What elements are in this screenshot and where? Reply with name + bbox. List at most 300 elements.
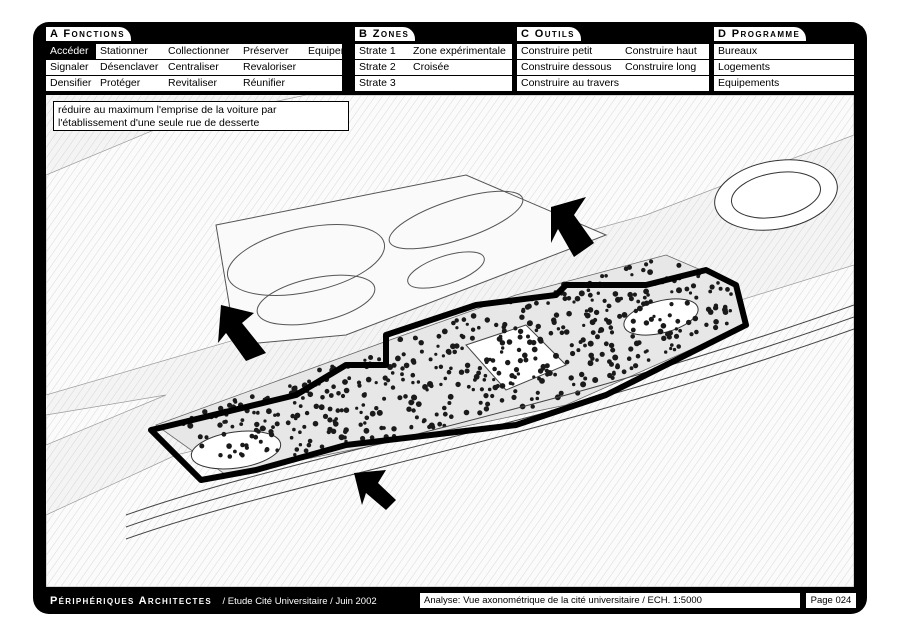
study-label: / Etude Cité Universitaire / Juin 2002 (222, 596, 377, 607)
tree-dot (536, 391, 540, 395)
tree-dot (685, 300, 690, 305)
footer-credits (50, 592, 377, 608)
tree-dot (710, 284, 715, 289)
tree-dot (494, 323, 498, 327)
tree-dot (658, 329, 664, 335)
tree-dot (689, 291, 692, 294)
page-number: Page 024 (806, 593, 856, 608)
tree-dot (685, 287, 690, 292)
tree-dot (198, 434, 203, 439)
tree-dot (471, 313, 477, 319)
tree-dot (627, 292, 633, 298)
tree-dot (627, 356, 632, 361)
tree-dot (723, 309, 729, 315)
tree-dot (439, 383, 442, 386)
menu-item-prot-ger[interactable]: Protéger (96, 76, 164, 91)
tree-dot (582, 324, 585, 327)
tree-dot (583, 344, 587, 348)
tree-dot (301, 396, 305, 400)
tree-dot (470, 336, 475, 341)
tree-dot (384, 382, 388, 386)
menu-item-crois-e[interactable]: Croisée (409, 60, 512, 75)
tree-dot (241, 418, 245, 422)
panel-c-title: C Outils (517, 27, 581, 41)
tree-dot (622, 369, 627, 374)
tree-dot (492, 378, 495, 381)
tree-dot (327, 417, 332, 422)
menu-item-construire-dessous[interactable]: Construire dessous (517, 60, 621, 75)
menu-item-construire-haut[interactable]: Construire haut (621, 44, 709, 59)
tree-dot (533, 356, 537, 360)
tree-dot (570, 343, 574, 347)
tree-dot (592, 377, 598, 383)
tree-dot (374, 406, 378, 410)
axonometric-map (46, 95, 854, 587)
tree-dot (624, 266, 629, 271)
tree-dot (649, 259, 653, 263)
menu-item-d-senclaver[interactable]: Désenclaver (96, 60, 164, 75)
menu-item-strate-3[interactable]: Strate 3 (355, 76, 409, 91)
tree-dot (222, 432, 227, 437)
tree-dot (365, 416, 370, 421)
tree-dot (467, 385, 471, 389)
tree-dot (218, 453, 222, 457)
tree-dot (647, 269, 653, 275)
menu-item-logements[interactable]: Logements (714, 60, 854, 75)
tree-dot (708, 309, 714, 315)
tree-dot (327, 430, 331, 434)
tree-dot (254, 422, 259, 427)
tree-dot (644, 262, 648, 266)
tree-dot (400, 366, 404, 370)
tree-dot (431, 425, 435, 429)
menu-item-equiper[interactable]: Equiper (304, 44, 342, 59)
tree-dot (675, 327, 678, 330)
tree-dot (412, 395, 417, 400)
panel-d-title: D Programme (714, 27, 806, 41)
tree-dot (612, 355, 618, 361)
tree-dot (713, 319, 719, 325)
tree-dot (517, 372, 520, 375)
tree-dot (239, 422, 243, 426)
tree-dot (291, 386, 297, 392)
menu-item-construire-long[interactable]: Construire long (621, 60, 709, 75)
menu-item-revitaliser[interactable]: Revitaliser (164, 76, 239, 91)
tree-dot (579, 340, 583, 344)
tree-dot (587, 288, 591, 292)
tree-dot (490, 394, 494, 398)
tree-dot (610, 348, 615, 353)
tree-dot (678, 329, 682, 333)
tree-dot (263, 419, 266, 422)
tree-dot (415, 415, 419, 419)
tree-dot (643, 289, 649, 295)
tree-dot (443, 412, 448, 417)
tree-dot (608, 304, 612, 308)
tree-dot (402, 352, 406, 356)
tree-dot (370, 411, 376, 417)
tree-dot (448, 394, 454, 400)
tree-dot (293, 401, 297, 405)
tree-dot (500, 350, 503, 353)
tree-dot (398, 338, 402, 342)
tree-dot (676, 287, 682, 293)
tree-dot (328, 407, 333, 412)
tree-dot (600, 274, 604, 278)
tree-dot (417, 380, 420, 383)
tree-dot (670, 343, 674, 347)
menu-item-centraliser[interactable]: Centraliser (164, 60, 239, 75)
tree-dot (609, 343, 614, 348)
tree-dot (331, 384, 336, 389)
tree-dot (537, 337, 543, 343)
tree-dot (320, 395, 325, 400)
tree-dot (228, 454, 233, 459)
tree-dot (518, 335, 523, 340)
tree-dot (484, 374, 488, 378)
tree-dot (444, 377, 448, 381)
tree-dot (674, 334, 679, 339)
tree-dot (319, 404, 325, 410)
tree-dot (414, 336, 418, 340)
tree-dot (686, 320, 691, 325)
tree-dot (729, 292, 733, 296)
menu-item-revaloriser[interactable]: Revaloriser (239, 60, 304, 75)
tree-dot (694, 330, 699, 335)
tree-dot (647, 358, 651, 362)
tree-dot (530, 397, 534, 401)
tree-dot (594, 310, 599, 315)
tree-dot (570, 351, 575, 356)
tree-dot (591, 299, 594, 302)
tree-dot (362, 403, 366, 407)
tree-dot (455, 326, 458, 329)
tree-dot (513, 326, 517, 330)
tree-dot (588, 307, 594, 313)
tree-dot (693, 316, 699, 322)
tree-dot (600, 352, 605, 357)
tree-dot (333, 421, 339, 427)
tree-dot (314, 404, 319, 409)
tree-dot (473, 378, 477, 382)
tree-dot (298, 430, 302, 434)
tree-dot (536, 397, 540, 401)
tree-dot (575, 296, 581, 302)
panel-b-zones (355, 30, 512, 90)
tree-dot (603, 299, 607, 303)
tree-dot (591, 330, 596, 335)
tree-dot (564, 329, 570, 335)
tree-dot (439, 365, 443, 369)
tree-dot (502, 322, 507, 327)
tree-dot (336, 391, 341, 396)
tree-dot (411, 408, 415, 412)
tree-dot (588, 293, 593, 298)
tree-dot (231, 425, 235, 429)
tree-dot (447, 401, 451, 405)
tree-dot (334, 417, 338, 421)
tree-dot (676, 344, 681, 349)
tree-dot (429, 357, 433, 361)
tree-dot (205, 435, 209, 439)
tree-dot (668, 313, 672, 317)
tree-dot (664, 350, 667, 353)
tree-dot (714, 304, 718, 308)
tree-dot (713, 325, 718, 330)
menu-item-equipements[interactable]: Equipements (714, 76, 854, 91)
tree-dot (619, 297, 623, 301)
tree-dot (377, 357, 381, 361)
tree-dot (572, 300, 575, 303)
tree-dot (329, 393, 334, 398)
tree-dot (500, 340, 505, 345)
tree-dot (536, 324, 541, 329)
tree-dot (299, 404, 303, 408)
tree-dot (391, 426, 396, 431)
menu-item-signaler[interactable]: Signaler (46, 60, 96, 75)
tree-dot (471, 328, 475, 332)
tree-dot (276, 413, 280, 417)
tree-dot (259, 440, 263, 444)
tree-dot (425, 388, 428, 391)
tree-dot (256, 411, 260, 415)
tree-dot (569, 375, 574, 380)
tree-dot (689, 332, 693, 336)
tree-dot (233, 450, 237, 454)
tree-dot (245, 446, 249, 450)
tree-dot (411, 401, 414, 404)
tree-dot (450, 343, 456, 349)
tree-dot (480, 387, 484, 391)
menu-item-densifier[interactable]: Densifier (46, 76, 96, 91)
tree-dot (518, 358, 523, 363)
tree-dot (427, 425, 431, 429)
tree-dot (304, 448, 309, 453)
panel-c-outils (517, 30, 709, 90)
tree-dot (331, 429, 336, 434)
tree-dot (271, 425, 275, 429)
tree-dot (288, 384, 292, 388)
tree-dot (549, 331, 554, 336)
map-drawing (46, 95, 854, 587)
tree-dot (452, 350, 457, 355)
tree-dot (532, 347, 538, 353)
menu-item-strate-1[interactable]: Strate 1 (355, 44, 409, 59)
tree-dot (532, 375, 535, 378)
tree-dot (643, 296, 647, 300)
tree-dot (521, 309, 525, 313)
tree-dot (261, 426, 266, 431)
tree-dot (729, 309, 732, 312)
tree-dot (290, 414, 295, 419)
tree-dot (406, 407, 411, 412)
tree-dot (343, 436, 347, 440)
tree-dot (633, 293, 637, 297)
tree-dot (565, 360, 570, 365)
tree-dot (617, 314, 622, 319)
tree-dot (497, 371, 502, 376)
tree-dot (429, 384, 433, 388)
tree-dot (604, 341, 609, 346)
tree-dot (630, 334, 635, 339)
tree-dot (266, 408, 272, 414)
tree-dot (299, 443, 302, 446)
tree-dot (359, 411, 362, 414)
tree-dot (437, 422, 442, 427)
tree-dot (449, 414, 454, 419)
tree-dot (344, 407, 350, 413)
tree-dot (634, 341, 640, 347)
tree-dot (250, 394, 255, 399)
tree-dot (323, 414, 328, 419)
menu-item-acc-der[interactable]: Accéder (46, 44, 96, 59)
menu-item-construire-petit[interactable]: Construire petit (517, 44, 621, 59)
tree-dot (447, 370, 452, 375)
tree-dot (325, 389, 330, 394)
tree-dot (631, 319, 636, 324)
analysis-label: Analyse: Vue axonométrique de la cité universitaire / ECH. 1:5000 (420, 593, 800, 608)
tree-dot (658, 318, 661, 321)
tree-dot (461, 335, 466, 340)
panel-d-programme (714, 30, 854, 90)
tree-dot (442, 354, 445, 357)
tree-dot (605, 309, 608, 312)
tree-dot (256, 429, 261, 434)
tree-dot (460, 347, 464, 351)
tree-dot (302, 425, 306, 429)
menu-item-zone-exp-rimentale[interactable]: Zone expérimentale (409, 44, 512, 59)
tree-dot (395, 356, 401, 362)
tree-dot (649, 299, 653, 303)
tree-dot (366, 377, 372, 383)
tree-dot (222, 420, 226, 424)
tree-dot (579, 372, 584, 377)
tree-dot (240, 443, 245, 448)
tree-dot (382, 397, 386, 401)
tree-dot (292, 428, 296, 432)
tree-dot (484, 357, 490, 363)
tree-dot (583, 377, 587, 381)
tree-dot (675, 319, 680, 324)
menu-item-pr-server[interactable]: Préserver (239, 44, 304, 59)
tree-dot (403, 394, 408, 399)
menu-item-strate-2[interactable]: Strate 2 (355, 60, 409, 75)
tree-dot (661, 336, 666, 341)
tree-dot (483, 393, 488, 398)
tree-dot (355, 407, 358, 410)
tree-dot (472, 388, 475, 391)
tree-dot (411, 373, 416, 378)
tree-dot (308, 392, 314, 398)
menu-item-construire-au-travers[interactable]: Construire au travers (517, 76, 621, 91)
tree-dot (615, 364, 620, 369)
tree-dot (462, 317, 467, 322)
tree-dot (336, 408, 341, 413)
tree-dot (585, 309, 588, 312)
tree-dot (527, 320, 533, 326)
tree-dot (363, 392, 367, 396)
tree-dot (636, 300, 640, 304)
panel-b-title: B Zones (355, 27, 415, 41)
tree-dot (368, 355, 373, 360)
tree-dot (478, 366, 482, 370)
tree-dot (436, 345, 439, 348)
tree-dot (397, 395, 402, 400)
tree-dot (375, 381, 378, 384)
tree-dot (546, 301, 550, 305)
tree-dot (199, 444, 204, 449)
tree-dot (514, 367, 519, 372)
menu-item-stationner[interactable]: Stationner (96, 44, 164, 59)
tree-dot (233, 398, 237, 402)
tree-dot (492, 367, 497, 372)
tree-dot (364, 428, 370, 434)
tree-dot (694, 296, 698, 300)
tree-dot (535, 329, 539, 333)
tree-dot (606, 319, 612, 325)
tree-dot (576, 348, 580, 352)
tree-dot (557, 327, 560, 330)
tree-dot (404, 363, 410, 369)
tree-dot (645, 349, 648, 352)
tree-dot (673, 348, 676, 351)
tree-dot (644, 320, 649, 325)
tree-dot (622, 312, 628, 318)
tree-dot (665, 332, 670, 337)
tree-dot (340, 408, 344, 412)
tree-dot (553, 353, 559, 359)
tree-dot (488, 388, 492, 392)
tree-dot (518, 329, 523, 334)
tree-dot (725, 322, 729, 326)
tree-dot (422, 418, 427, 423)
tree-dot (500, 398, 505, 403)
tree-dot (598, 327, 604, 333)
tree-dot (307, 443, 312, 448)
menu-item-collectionner[interactable]: Collectionner (164, 44, 239, 59)
tree-dot (500, 383, 506, 389)
tree-dot (631, 328, 636, 333)
tree-dot (522, 353, 528, 359)
tree-dot (513, 389, 517, 393)
tree-dot (217, 422, 222, 427)
tree-dot (363, 421, 366, 424)
tree-dot (613, 291, 619, 297)
tree-dot (634, 309, 638, 313)
tree-dot (341, 394, 345, 398)
description-callout: réduire au maximum l'emprise de la voiture par l'établissement d'une seule rue de desserte (53, 101, 349, 131)
tree-dot (505, 360, 510, 365)
tree-dot (437, 334, 442, 339)
tree-dot (513, 375, 517, 379)
tree-dot (466, 323, 469, 326)
tree-dot (676, 263, 681, 268)
tree-dot (313, 421, 319, 427)
menu-item-bureaux[interactable]: Bureaux (714, 44, 854, 59)
tree-dot (330, 365, 334, 369)
tree-dot (485, 317, 490, 322)
tree-dot (725, 287, 730, 292)
tree-dot (275, 448, 279, 452)
tree-dot (357, 384, 361, 388)
tree-dot (400, 372, 404, 376)
menu-item-r-unifier[interactable]: Réunifier (239, 76, 304, 91)
tree-dot (476, 371, 481, 376)
tree-dot (275, 421, 280, 426)
tree-dot (268, 429, 273, 434)
tree-dot (526, 304, 531, 309)
tree-dot (264, 449, 268, 453)
